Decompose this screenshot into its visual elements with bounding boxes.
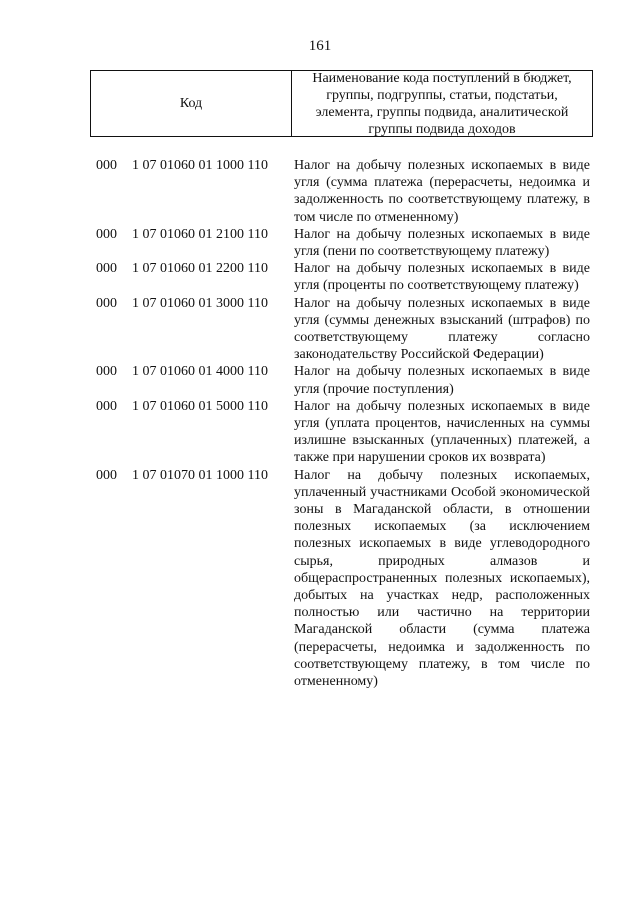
budget-code: 1 07 01060 01 1000 110 (132, 158, 268, 173)
table-row (96, 467, 590, 691)
admin-code: 000 (96, 226, 117, 242)
admin-code: 000 (96, 158, 117, 173)
table-body (96, 157, 590, 690)
budget-code: 1 07 01060 01 2100 110 (132, 226, 268, 242)
budget-code: 1 07 01060 01 5000 110 (132, 398, 268, 414)
code-description: Налог на добычу полезных ископаемых в виде угля (проценты по соответствующему платежу) (294, 261, 590, 294)
table-row (96, 363, 590, 397)
budget-code: 1 07 01060 01 2200 110 (132, 261, 268, 277)
table-row (96, 260, 590, 294)
page-number: 161 (308, 38, 332, 54)
table-row (96, 398, 590, 467)
table-header (90, 70, 593, 137)
code-description: Налог на добычу полезных ископаемых в виде угля (сумма платежа (перерасчеты, недоимка и задолженность по соответствующему платежу, в том числе по отмененному) (294, 158, 590, 225)
budget-code: 1 07 01060 01 4000 110 (132, 364, 268, 380)
admin-code: 000 (96, 467, 117, 483)
admin-code: 000 (96, 364, 117, 380)
code-description: Налог на добычу полезных ископаемых, уплаченный участниками Особой экономической зоны в Магаданской области, в отношении полезных ископаемых (за исключением полезных ископаемых в виде углеводородного сырья, природных алмазов и общераспространенных полезных ископаемых), добытых на участках недр, расположенных полностью или частично на территории Магаданской области (сумма платежа (перерасчеты, недоимка и задолженность по соответствующему платежу, в том числе по отмененному) (294, 467, 590, 690)
table-row (96, 157, 590, 226)
admin-code: 000 (96, 398, 117, 414)
admin-code: 000 (96, 295, 117, 311)
code-description: Налог на добычу полезных ископаемых в виде угля (прочие поступления) (294, 364, 590, 397)
code-description: Налог на добычу полезных ископаемых в виде угля (пени по соответствующему платежу) (294, 226, 590, 260)
code-description: Налог на добычу полезных ископаемых в виде угля (уплата процентов, начисленных на суммы излишне взысканных (уплаченных) платежей, а также при нарушении сроков их возврата) (294, 398, 590, 466)
budget-code: 1 07 01060 01 3000 110 (132, 295, 268, 311)
code-description: Налог на добычу полезных ископаемых в виде угля (суммы денежных взысканий (штрафов) по соответствующему платежу согласно законодательству Российской Федерации) (294, 295, 590, 363)
budget-code: 1 07 01070 01 1000 110 (132, 467, 268, 483)
header-code-cell: Код (91, 71, 292, 136)
table-row (96, 295, 590, 364)
admin-code: 000 (96, 261, 117, 277)
header-name-cell: Наименование кода поступлений в бюджет, группы, подгруппы, статьи, подстатьи, элемента, группы подвида, аналитической группы подвида доходов (312, 70, 572, 137)
table-row (96, 226, 590, 260)
